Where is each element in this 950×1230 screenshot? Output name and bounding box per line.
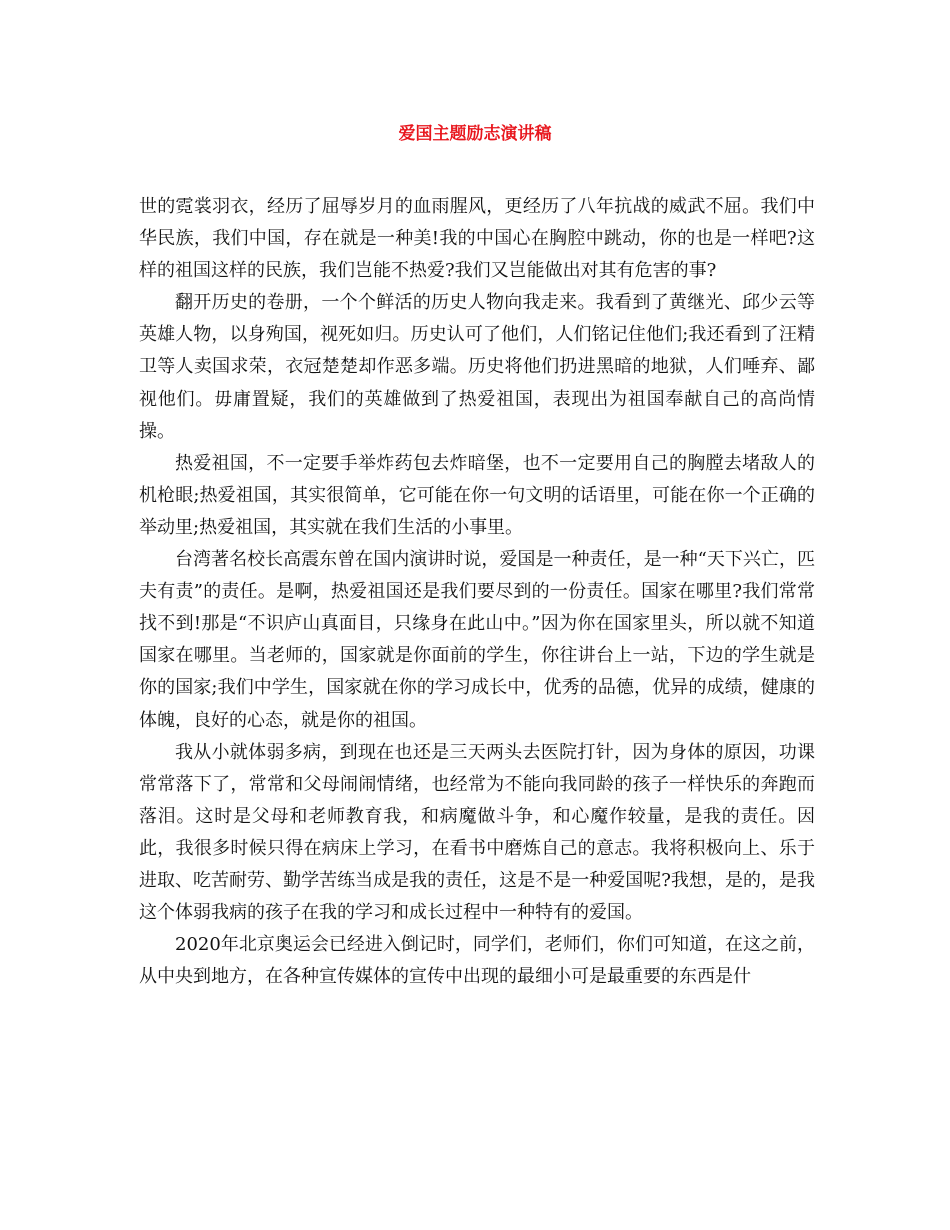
document-body <box>139 191 815 993</box>
paragraph: 翻开历史的卷册，一个个鲜活的历史人物向我走来。我看到了黄继光、邱少云等英雄人物，以身殉国，视死如归。历史认可了他们，人们铭记住他们;我还看到了汪精卫等人卖国求荣，衣冠楚楚却作恶多端。历史将他们扔进黑暗的地狱，人们唾弃、鄙视他们。毋庸置疑，我们的英雄做到了热爱祖国，表现出为祖国奉献自己的高尚情操。 <box>139 292 815 442</box>
document-title: 爱国主题励志演讲稿 <box>398 124 552 144</box>
paragraph: 台湾著名校长高震东曾在国内演讲时说，爱国是一种责任，是一种“天下兴亡，匹夫有责”的责任。是啊，热爱祖国还是我们要尽到的一份责任。国家在哪里?我们常常找不到!那是“不识庐山真面目，只缘身在此山中。”因为你在国家里头，所以就不知道国家在哪里。当老师的，国家就是你面前的学生，你往讲台上一站，下边的学生就是你的国家;我们中学生，国家就在你的学习成长中，优秀的品德，优异的成绩，健康的体魄，良好的心态，就是你的祖国。 <box>139 549 815 731</box>
paragraph: 世的霓裳羽衣，经历了屈辱岁月的血雨腥风，更经历了八年抗战的威武不屈。我们中华民族，我们中国，存在就是一种美!我的中国心在胸腔中跳动，你的也是一样吧?这样的祖国这样的民族，我们岂能不热爱?我们又岂能做出对其有危害的事? <box>139 196 815 282</box>
paragraph: 我从小就体弱多病，到现在也还是三天两头去医院打针，因为身体的原因，功课常常落下了，常常和父母闹闹情绪，也经常为不能向我同龄的孩子一样快乐的奔跑而落泪。这时是父母和老师教育我，和病魔做斗争，和心魔作较量，是我的责任。因此，我很多时候只得在病床上学习，在看书中磨炼自己的意志。我将积极向上、乐于进取、吃苦耐劳、勤学苦练当成是我的责任，这是不是一种爱国呢?我想，是的，是我这个体弱我病的孩子在我的学习和成长过程中一种特有的爱国。 <box>139 741 815 924</box>
paragraph: 热爱祖国，不一定要手举炸药包去炸暗堡，也不一定要用自己的胸膛去堵敌人的机枪眼;热爱祖国，其实很简单，它可能在你一句文明的话语里，可能在你一个正确的举动里;热爱祖国，其实就在我们生活的小事里。 <box>139 452 815 538</box>
paragraph: 2020年北京奥运会已经进入倒记时，同学们，老师们，你们可知道，在这之前，从中央到地方，在各种宣传媒体的宣传中出现的最细小可是最重要的东西是什 <box>139 934 815 988</box>
